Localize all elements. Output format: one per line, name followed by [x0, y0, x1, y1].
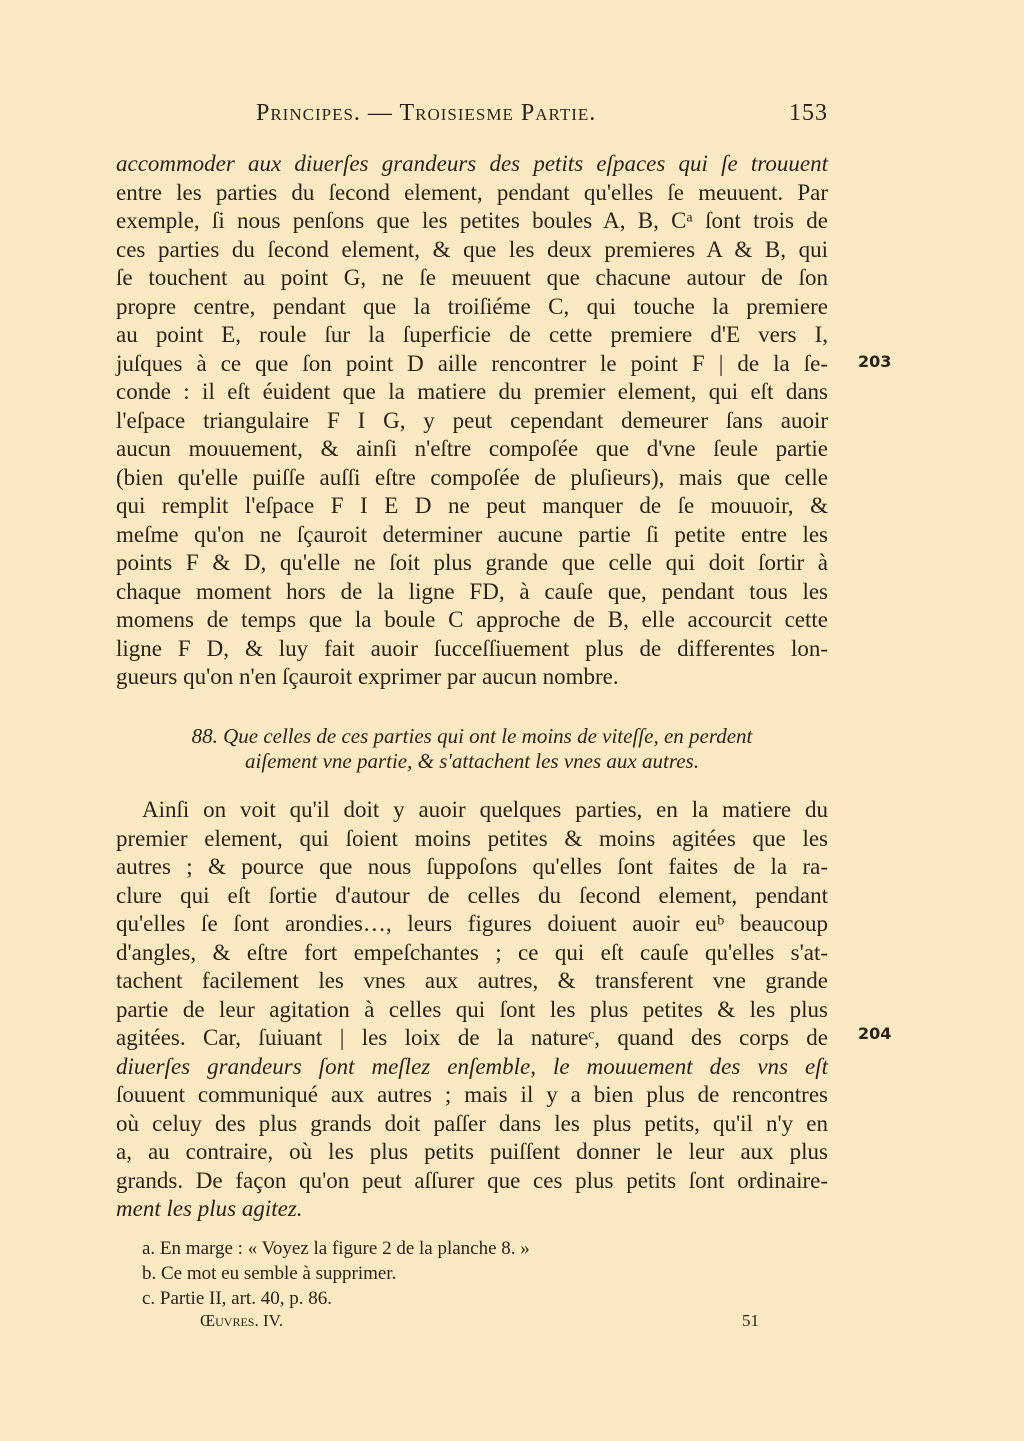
- text-line: conde : il eſt éuident que la matiere du premier element, qui eſt dans: [116, 379, 828, 404]
- text-line: accommoder aux diuerſes grandeurs des petits eſpaces qui ſe trouuent: [116, 151, 828, 176]
- text-line: ſe touchent au point G, ne ſe meuuent que chacune autour de ſon: [116, 265, 828, 290]
- footnote: b. Ce mot eu semble à supprimer.: [142, 1263, 397, 1284]
- running-head: [116, 100, 828, 134]
- text-line: agitées. Car, ſuiuant | les loix de la natureᶜ, quand des corps de: [116, 1025, 828, 1050]
- text-line: a, au contraire, où les plus petits puiſſent donner le leur aux plus: [116, 1139, 828, 1164]
- margin-reference: 203: [858, 352, 892, 371]
- text-line: ces parties du ſecond element, & que les deux premieres A & B, qui: [116, 236, 828, 262]
- text-line: juſques à ce que ſon point D aille rencontrer le point F | de la ſe-: [116, 350, 828, 376]
- text-line: meſme qu'on ne ſçauroit determiner aucune partie ſi petite entre les: [116, 521, 828, 547]
- text-line: qui remplit l'eſpace F I E D ne peut manquer de ſe mouuoir, &: [116, 493, 828, 518]
- text-line: (bien qu'elle puiſſe auſſi eſtre compoſée de pluſieurs), mais que celle: [116, 464, 828, 490]
- text-line: diuerſes grandeurs ſont meſlez enſemble, le mouuement des vns eſt: [116, 1053, 828, 1079]
- footnote: c. Partie II, art. 40, p. 86.: [142, 1288, 332, 1309]
- text-line: ſouuent communiqué aux autres ; mais il y a bien plus de rencontres: [116, 1082, 828, 1107]
- margin-reference: 204: [858, 1024, 892, 1043]
- text-line: l'eſpace triangulaire F I G, y peut cependant demeurer ſans auoir: [116, 407, 828, 433]
- text-line: propre centre, pendant que la troiſiéme C, qui touche la premiere: [116, 293, 828, 319]
- text-line: ment les plus agitez.: [116, 1196, 303, 1221]
- text-line: autres ; & pource que nous ſuppoſons qu'elles ſont faites de la ra-: [116, 854, 828, 879]
- page-number: 153: [789, 100, 828, 126]
- signature-mark: Œuvres. IV.: [200, 1311, 283, 1330]
- text-line: partie de leur agitation à celles qui ſont les plus petites & les plus: [116, 996, 828, 1022]
- text-line: premier element, qui ſoient moins petites & moins agitées que les: [116, 825, 828, 851]
- text-line: ligne F D, & luy fait auoir ſucceſſiuement plus de differentes lon-: [116, 635, 828, 661]
- text-line: où celuy des plus grands doit paſſer dans les plus petits, qu'il n'y en: [116, 1110, 828, 1136]
- text-line: Ainſi on voit qu'il doit y auoir quelques parties, en la matiere du: [142, 797, 828, 822]
- footnotes: [142, 1236, 762, 1311]
- section-heading: [116, 724, 828, 774]
- text-line: chaque moment hors de la ligne FD, à cauſe que, pendant tous les: [116, 578, 828, 604]
- text-line: points F & D, qu'elle ne ſoit plus grande que celle qui doit ſortir à: [116, 550, 828, 575]
- footnote: a. En marge : « Voyez la figure 2 de la planche 8. »: [142, 1238, 530, 1259]
- sheet-number: 51: [742, 1311, 759, 1330]
- text-line: exemple, ſi nous penſons que les petites boules A, B, Cᵃ ſont trois de: [116, 208, 828, 233]
- section-heading-line: aiſement vne partie, & s'attachent les vnes aux autres.: [245, 749, 699, 773]
- text-line: d'angles, & eſtre fort empeſchantes ; ce qui eſt cauſe qu'elles s'at-: [116, 939, 828, 965]
- text-line: entre les parties du ſecond element, pendant qu'elles ſe meuuent. Par: [116, 179, 828, 205]
- section-heading-line: 88. Que celles de ces parties qui ont le moins de viteſſe, en perdent: [191, 724, 753, 748]
- paragraph-1: [116, 150, 828, 692]
- running-head-title: Principes. — Troisiesme Partie.: [256, 100, 597, 126]
- text-line: clure qui eſt ſortie d'autour de celles du ſecond element, pendant: [116, 882, 828, 908]
- text-line: gueurs qu'on n'en ſçauroit exprimer par aucun nombre.: [116, 664, 619, 689]
- text-line: momens de temps que la boule C approche de B, elle accourcit cette: [116, 607, 828, 632]
- paragraph-2: [116, 796, 828, 1224]
- text-line: aucun mouuement, & ainſi n'eſtre compoſée que d'vne ſeule partie: [116, 436, 828, 461]
- text-line: tachent facilement les vnes aux autres, & transferent vne grande: [116, 968, 828, 993]
- text-line: grands. De façon qu'on peut aſſurer que ces plus petits ſont ordinaire-: [116, 1167, 828, 1193]
- text-line: qu'elles ſe ſont arondies…, leurs figures doiuent auoir euᵇ beaucoup: [116, 911, 828, 936]
- text-line: au point E, roule ſur la ſuperficie de cette premiere d'E vers I,: [116, 322, 828, 347]
